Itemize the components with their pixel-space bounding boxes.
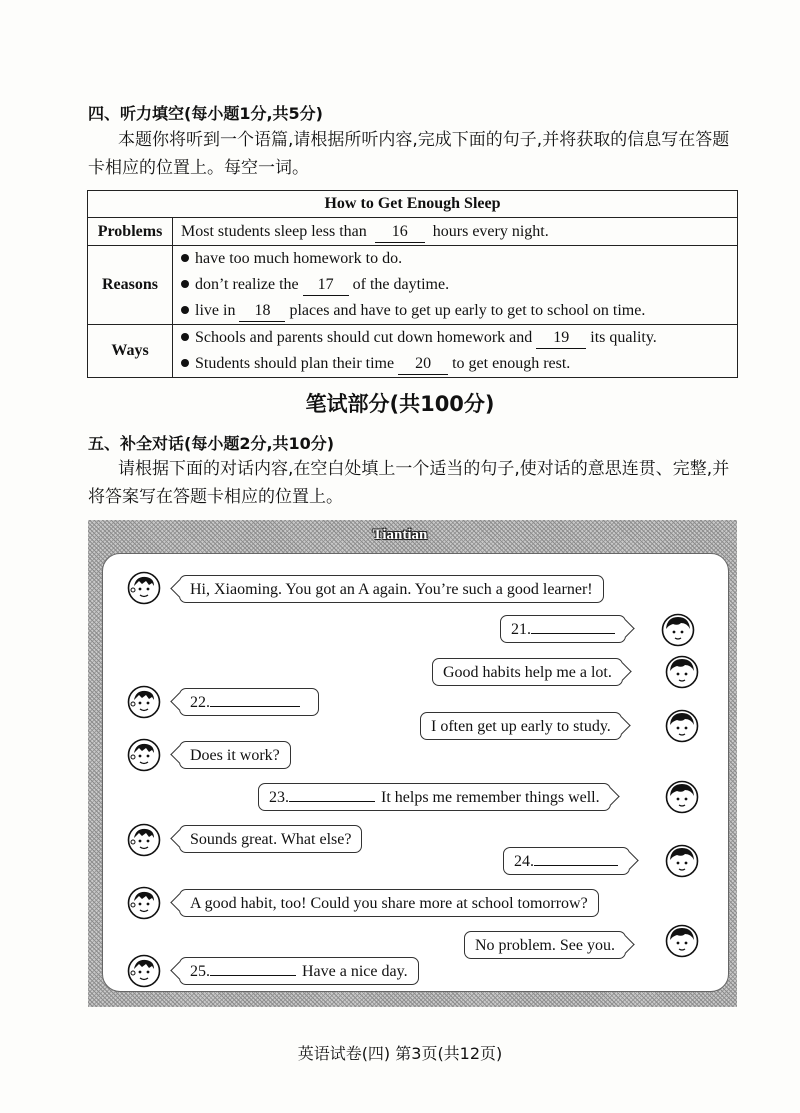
reason-3-before: live in: [195, 302, 236, 319]
table-row: [88, 246, 738, 325]
answer-line: [534, 849, 618, 866]
way-2-after: to get enough rest.: [452, 355, 571, 372]
tiantian-avatar-icon: [127, 886, 161, 920]
reason-3-after: places and have to get up early to get to school on time.: [289, 302, 646, 319]
answer-blank-19: 19: [536, 328, 586, 349]
bullet-icon: [181, 333, 189, 341]
table-row: [88, 325, 738, 378]
reason-2-after: of the daytime.: [352, 276, 450, 293]
bullet-icon: [181, 280, 189, 288]
dialog-bubble-8: Sounds great. What else?: [179, 825, 362, 853]
section5-instruction: 请根据下面的对话内容,在空白处填上一个适当的句子,使对话的意思连贯、完整,并将答案写在答题卡相应的位置上。: [88, 459, 730, 507]
way-2-before: Students should plan their time: [195, 355, 395, 372]
row-label-reasons: Reasons: [88, 246, 173, 325]
dialog-bubble-10: A good habit, too! Could you share more at school tomorrow?: [179, 889, 599, 917]
way-1-before: Schools and parents should cut down homework and: [195, 329, 533, 346]
bullet-icon: [181, 254, 189, 262]
answer-blank-18: 18: [239, 301, 285, 322]
dialog-bubble-25: [179, 957, 419, 985]
reasons-cell: [173, 246, 738, 325]
section4-instruction: 本题你将听到一个语篇,请根据所听内容,完成下面的句子,并将获取的信息写在答题卡相应的位置上。每空一词。: [88, 130, 730, 178]
answer-blank-17: 17: [303, 275, 349, 296]
xiaoming-avatar-icon: [665, 924, 699, 958]
written-part-title: 笔试部分(共100分): [305, 392, 495, 416]
page-footer: 英语试卷(四) 第3页(共12页): [297, 1044, 503, 1063]
dialog-bubble-23-text: It helps me remember things well.: [381, 789, 600, 806]
tiantian-avatar-icon: [127, 738, 161, 772]
blank-number-23: 23.: [269, 789, 289, 806]
dialog-bubble-6: Does it work?: [179, 741, 291, 769]
bullet-icon: [181, 359, 189, 367]
row-label-problems: Problems: [88, 218, 173, 246]
dialog-bubble-22: [179, 688, 319, 716]
dialog-bubble-23: [258, 783, 611, 811]
blank-number-24: 24.: [514, 853, 534, 870]
answer-line: [531, 617, 615, 634]
dialog-bubble-1: Hi, Xiaoming. You got an A again. You’re such a good learner!: [179, 575, 604, 603]
xiaoming-avatar-icon: [661, 613, 695, 647]
section5-heading: 五、补全对话(每小题2分,共10分): [88, 434, 335, 453]
blank-number-22: 22.: [190, 694, 210, 711]
answer-blank-16: 16: [375, 222, 425, 243]
dialog-bubble-5: I often get up early to study.: [420, 712, 622, 740]
blank-number-25: 25.: [190, 963, 210, 980]
answer-blank-20: 20: [398, 354, 448, 375]
ways-cell: [173, 325, 738, 378]
tiantian-avatar-icon: [127, 954, 161, 988]
tiantian-avatar-icon: [127, 823, 161, 857]
dialog-bubble-3: Good habits help me a lot.: [432, 658, 623, 686]
reason-2-before: don’t realize the: [195, 276, 299, 293]
dialog-bubble-24: [503, 847, 630, 875]
xiaoming-avatar-icon: [665, 709, 699, 743]
answer-line: [210, 690, 300, 707]
problems-text-after: hours every night.: [432, 222, 549, 240]
xiaoming-avatar-icon: [665, 780, 699, 814]
sleep-table: [87, 190, 738, 378]
answer-line: [289, 785, 375, 802]
way-1-after: its quality.: [590, 329, 657, 346]
dialog-panel: [102, 553, 729, 992]
bullet-icon: [181, 306, 189, 314]
tiantian-avatar-icon: [127, 571, 161, 605]
table-title: How to Get Enough Sleep: [88, 191, 738, 218]
reason-1: have too much homework to do.: [195, 250, 403, 267]
problems-text-before: Most students sleep less than: [181, 222, 367, 240]
xiaoming-avatar-icon: [665, 655, 699, 689]
section4-heading: 四、听力填空(每小题1分,共5分): [88, 104, 323, 123]
row-label-ways: Ways: [88, 325, 173, 378]
dialog-bubble-25-text: Have a nice day.: [302, 963, 408, 980]
problems-cell: [173, 218, 738, 246]
answer-line: [210, 959, 296, 976]
dialog-bubble-11: No problem. See you.: [464, 931, 626, 959]
dialog-title: Tiantian: [372, 527, 428, 543]
tiantian-avatar-icon: [127, 685, 161, 719]
blank-number-21: 21.: [511, 621, 531, 638]
dialog-bubble-21: [500, 615, 626, 643]
xiaoming-avatar-icon: [665, 844, 699, 878]
table-row: [88, 218, 738, 246]
